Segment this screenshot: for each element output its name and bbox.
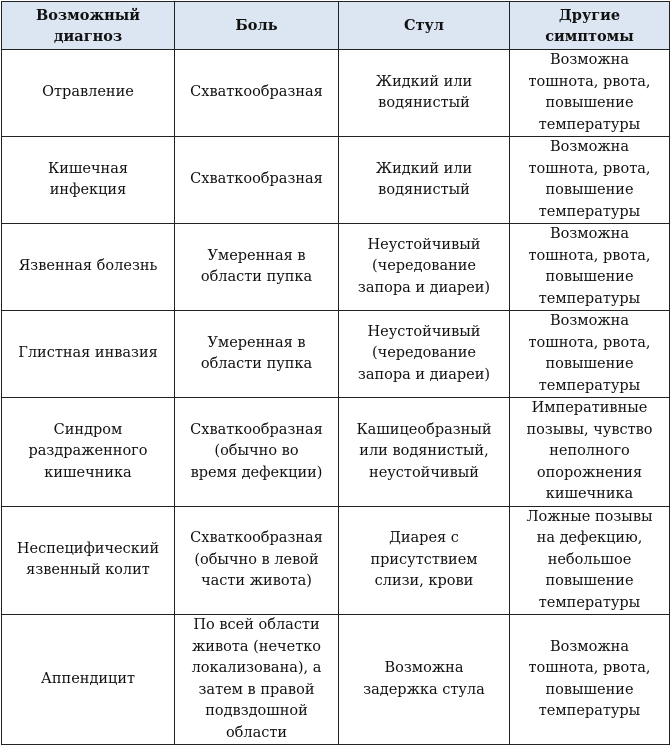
cell-other-symptoms: Императивные позывы, чувство неполного опорожнения кишечника	[510, 398, 670, 507]
cell-other-symptoms: Возможна тошнота, рвота, повышение температуры	[510, 615, 670, 745]
cell-stool: Неустойчивый (чередование запора и диареи)	[339, 311, 510, 398]
table-row	[2, 137, 670, 224]
cell-stool: Диарея с присутствием слизи, крови	[339, 506, 510, 615]
cell-diagnosis: Неспецифический язвенный колит	[2, 506, 175, 615]
header-pain: Боль	[175, 2, 339, 50]
cell-diagnosis: Аппендицит	[2, 615, 175, 745]
cell-other-symptoms: Возможна тошнота, рвота, повышение температуры	[510, 50, 670, 137]
table-header-row	[2, 2, 670, 50]
table-row	[2, 615, 670, 745]
table-row	[2, 506, 670, 615]
cell-other-symptoms: Ложные позывы на дефекцию, небольшое повышение температуры	[510, 506, 670, 615]
cell-diagnosis: Глистная инвазия	[2, 311, 175, 398]
cell-pain: По всей области живота (нечетко локализована), а затем в правой подвздошной области	[175, 615, 339, 745]
header-stool: Стул	[339, 2, 510, 50]
cell-diagnosis: Отравление	[2, 50, 175, 137]
cell-stool: Кашицеобразный или водянистый, неустойчивый	[339, 398, 510, 507]
cell-stool: Неустойчивый (чередование запора и диареи)	[339, 224, 510, 311]
cell-diagnosis: Язвенная болезнь	[2, 224, 175, 311]
table-row	[2, 311, 670, 398]
cell-diagnosis: Кишечная инфекция	[2, 137, 175, 224]
cell-pain: Схваткообразная (обычно во время дефекции)	[175, 398, 339, 507]
cell-stool: Жидкий или водянистый	[339, 137, 510, 224]
table-row	[2, 50, 670, 137]
header-diagnosis: Возможный диагноз	[2, 2, 175, 50]
table-row	[2, 224, 670, 311]
cell-stool: Возможна задержка стула	[339, 615, 510, 745]
table-row	[2, 398, 670, 507]
cell-diagnosis: Синдром раздраженного кишечника	[2, 398, 175, 507]
diagnosis-table	[1, 1, 670, 745]
cell-pain: Умеренная в области пупка	[175, 224, 339, 311]
cell-stool: Жидкий или водянистый	[339, 50, 510, 137]
header-other-symptoms: Другие симптомы	[510, 2, 670, 50]
cell-other-symptoms: Возможна тошнота, рвота, повышение температуры	[510, 311, 670, 398]
cell-pain: Схваткообразная (обычно в левой части живота)	[175, 506, 339, 615]
cell-pain: Схваткообразная	[175, 137, 339, 224]
cell-pain: Схваткообразная	[175, 50, 339, 137]
cell-other-symptoms: Возможна тошнота, рвота, повышение температуры	[510, 224, 670, 311]
cell-other-symptoms: Возможна тошнота, рвота, повышение температуры	[510, 137, 670, 224]
cell-pain: Умеренная в области пупка	[175, 311, 339, 398]
